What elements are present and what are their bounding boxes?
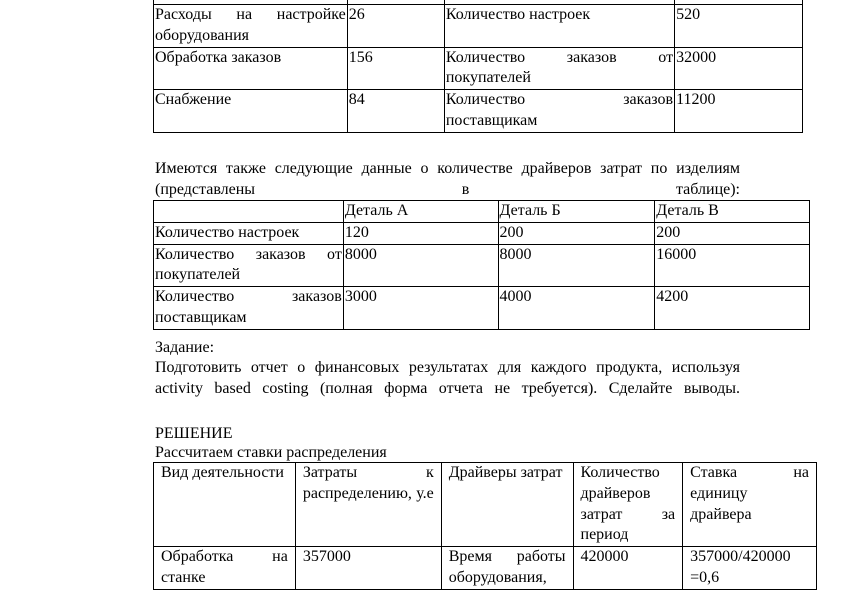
driver-cell: Количество настроек <box>444 5 674 48</box>
quantity-cell: 11200 <box>675 90 803 133</box>
cost-cell: 84 <box>347 90 444 133</box>
label-cell: Количество заказов от покупателей <box>154 244 344 287</box>
value-cell: 4200 <box>655 287 810 330</box>
table-row <box>154 5 803 48</box>
activity-cost-table <box>153 0 803 133</box>
table-row <box>154 287 810 330</box>
header-cell: Вид деятельности <box>154 463 296 547</box>
solution-heading: РЕШЕНИЕ <box>155 425 233 442</box>
intro-paragraph: Имеются также следующие данные о количестве драйверов затрат по изделиям (представлены в таблице): <box>155 160 740 198</box>
driver-cell: Количество заказов поставщикам <box>444 90 674 133</box>
table-header-row <box>154 463 817 547</box>
activity-cell: Обработка на станке <box>154 547 296 590</box>
table-row <box>154 90 803 133</box>
activity-cell: Обработка заказов <box>154 47 348 90</box>
value-cell: 200 <box>498 222 655 244</box>
task-label: Задание: <box>155 339 215 356</box>
value-cell: 120 <box>343 222 498 244</box>
value-cell: 4000 <box>498 287 655 330</box>
table-header-row <box>154 201 810 223</box>
quantity-cell: 520 <box>675 5 803 48</box>
value-cell: 3000 <box>343 287 498 330</box>
header-cell: Драйверы затрат <box>441 463 573 547</box>
table-row <box>154 244 810 287</box>
quantity-cell: 32000 <box>675 47 803 90</box>
cost-cell: 26 <box>347 5 444 48</box>
cost-cell: 156 <box>347 47 444 90</box>
driver-cell: Количество заказов от покупателей <box>444 47 674 90</box>
value-cell: 8000 <box>498 244 655 287</box>
task-paragraph: Подготовить отчет о финансовых результатах для каждого продукта, используя activity based costing (полная форма отчета не требуется). Сделайте выводы. <box>155 359 740 397</box>
header-cell: Затраты к распределению, у.е <box>295 463 441 547</box>
header-cell: Деталь Б <box>498 201 655 223</box>
rate-cell: 357000/420000 =0,6 <box>683 547 817 590</box>
table-row <box>154 222 810 244</box>
label-cell: Количество заказов поставщикам <box>154 287 344 330</box>
rate-caption: Рассчитаем ставки распределения <box>155 444 387 461</box>
table-row <box>154 47 803 90</box>
header-cell: Количество драйверов затрат за период <box>573 463 683 547</box>
header-cell <box>154 201 344 223</box>
activity-cell: Снабжение <box>154 90 348 133</box>
allocation-rate-table <box>153 462 817 590</box>
driver-cell: Время работы оборудования, <box>441 547 573 590</box>
quantity-cell: 420000 <box>573 547 683 590</box>
header-cell: Деталь А <box>343 201 498 223</box>
header-cell: Деталь В <box>655 201 810 223</box>
value-cell: 8000 <box>343 244 498 287</box>
cost-cell: 357000 <box>295 547 441 590</box>
value-cell: 16000 <box>655 244 810 287</box>
header-cell: Ставка на единицу драйвера <box>683 463 817 547</box>
value-cell: 200 <box>655 222 810 244</box>
activity-cell: Расходы на настройке оборудования <box>154 5 348 48</box>
table-row <box>154 547 817 590</box>
label-cell: Количество настроек <box>154 222 344 244</box>
driver-quantity-table <box>153 200 810 330</box>
